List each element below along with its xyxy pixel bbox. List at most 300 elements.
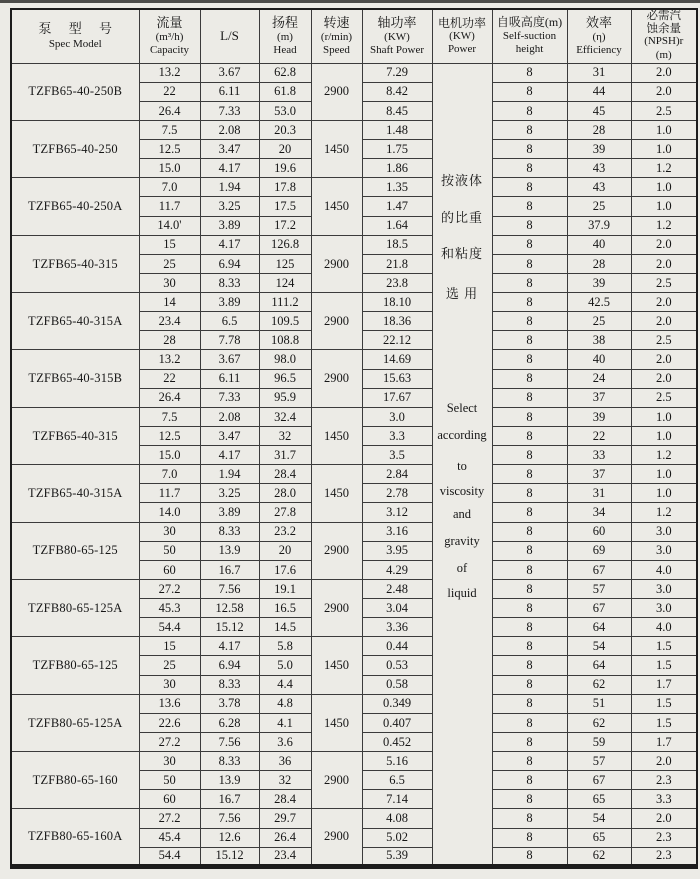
- shaft-power-cell: 1.75: [362, 140, 432, 159]
- head-cell: 19.1: [259, 579, 311, 598]
- npsh-cell: 2.0: [631, 752, 697, 771]
- model-cell: TZFB80-65-125: [11, 637, 139, 694]
- efficiency-cell: 64: [567, 656, 631, 675]
- npsh-cell: 2.5: [631, 101, 697, 120]
- capacity-cell: 30: [139, 522, 200, 541]
- spec-row: [11, 579, 697, 598]
- efficiency-cell: 67: [567, 560, 631, 579]
- capacity-cell: 11.7: [139, 484, 200, 503]
- efficiency-cell: 44: [567, 82, 631, 101]
- npsh-cell: 2.0: [631, 809, 697, 828]
- header-self-suction: [492, 9, 567, 63]
- shaft-power-cell: 0.452: [362, 732, 432, 751]
- head-cell: 16.5: [259, 599, 311, 618]
- model-cell: TZFB65-40-315: [11, 235, 139, 292]
- ls-cell: 1.94: [200, 178, 259, 197]
- head-cell: 17.5: [259, 197, 311, 216]
- header-capacity-en: Capacity: [149, 44, 190, 57]
- head-cell: 126.8: [259, 235, 311, 254]
- suction-cell: 8: [492, 293, 567, 312]
- efficiency-cell: 38: [567, 331, 631, 350]
- suction-cell: 8: [492, 847, 567, 866]
- npsh-cell: 1.0: [631, 426, 697, 445]
- capacity-cell: 45.4: [139, 828, 200, 847]
- shaft-power-cell: 0.349: [362, 694, 432, 713]
- capacity-cell: 60: [139, 790, 200, 809]
- shaft-power-cell: 3.04: [362, 599, 432, 618]
- suction-cell: 8: [492, 120, 567, 139]
- npsh-cell: 4.0: [631, 618, 697, 637]
- capacity-cell: 50: [139, 771, 200, 790]
- npsh-cell: 2.3: [631, 828, 697, 847]
- header-speed-unit: (r/min): [320, 30, 353, 43]
- shaft-power-cell: 3.5: [362, 446, 432, 465]
- model-cell: TZFB80-65-125A: [11, 694, 139, 751]
- efficiency-cell: 28: [567, 120, 631, 139]
- header-capacity-zh: 流量: [156, 14, 183, 30]
- capacity-cell: 30: [139, 752, 200, 771]
- header-row: [11, 9, 697, 63]
- head-cell: 4.8: [259, 694, 311, 713]
- shaft-power-cell: 3.0: [362, 407, 432, 426]
- suction-cell: 8: [492, 101, 567, 120]
- ls-cell: 3.47: [200, 140, 259, 159]
- head-cell: 20.3: [259, 120, 311, 139]
- npsh-cell: 1.0: [631, 197, 697, 216]
- suction-cell: 8: [492, 790, 567, 809]
- capacity-cell: 13.6: [139, 694, 200, 713]
- head-cell: 98.0: [259, 350, 311, 369]
- ls-cell: 7.78: [200, 331, 259, 350]
- header-capacity: [139, 9, 200, 63]
- efficiency-cell: 57: [567, 752, 631, 771]
- capacity-cell: 15: [139, 235, 200, 254]
- speed-cell: 2900: [311, 579, 362, 636]
- shaft-power-cell: 15.63: [362, 369, 432, 388]
- ls-cell: 4.17: [200, 235, 259, 254]
- suction-cell: 8: [492, 713, 567, 732]
- shaft-power-cell: 5.16: [362, 752, 432, 771]
- speed-cell: 2900: [311, 235, 362, 292]
- ls-cell: 6.11: [200, 82, 259, 101]
- capacity-cell: 12.5: [139, 426, 200, 445]
- npsh-cell: 1.2: [631, 216, 697, 235]
- efficiency-cell: 45: [567, 101, 631, 120]
- ls-cell: 13.9: [200, 771, 259, 790]
- motor-note-line: 的比重: [440, 209, 483, 225]
- efficiency-cell: 25: [567, 312, 631, 331]
- ls-cell: 8.33: [200, 273, 259, 292]
- head-cell: 111.2: [259, 293, 311, 312]
- efficiency-cell: 37: [567, 465, 631, 484]
- head-cell: 27.8: [259, 503, 311, 522]
- speed-cell: 2900: [311, 522, 362, 579]
- ls-cell: 3.67: [200, 350, 259, 369]
- efficiency-cell: 62: [567, 847, 631, 866]
- header-head-en: Head: [273, 44, 297, 57]
- speed-cell: 1450: [311, 178, 362, 235]
- header-efficiency: [567, 9, 631, 63]
- head-cell: 4.4: [259, 675, 311, 694]
- capacity-cell: 45.3: [139, 599, 200, 618]
- head-cell: 3.6: [259, 732, 311, 751]
- head-cell: 5.8: [259, 637, 311, 656]
- npsh-cell: 2.5: [631, 331, 697, 350]
- header-npsh-zh2: 蚀余量: [646, 22, 681, 35]
- efficiency-cell: 43: [567, 178, 631, 197]
- model-cell: TZFB80-65-125: [11, 522, 139, 579]
- model-cell: TZFB65-40-315: [11, 407, 139, 464]
- head-cell: 20: [259, 140, 311, 159]
- head-cell: 4.1: [259, 713, 311, 732]
- ls-cell: 3.47: [200, 426, 259, 445]
- motor-note-line: liquid: [447, 585, 477, 600]
- efficiency-cell: 67: [567, 771, 631, 790]
- header-shaft-unit: (KW): [384, 30, 410, 43]
- npsh-cell: 2.0: [631, 235, 697, 254]
- suction-cell: 8: [492, 407, 567, 426]
- ls-cell: 2.08: [200, 407, 259, 426]
- capacity-cell: 54.4: [139, 618, 200, 637]
- model-cell: TZFB65-40-250B: [11, 63, 139, 120]
- shaft-power-cell: 8.45: [362, 101, 432, 120]
- shaft-power-cell: 2.84: [362, 465, 432, 484]
- header-motor-unit: (KW): [449, 29, 475, 42]
- efficiency-cell: 24: [567, 369, 631, 388]
- suction-cell: 8: [492, 828, 567, 847]
- shaft-power-cell: 18.10: [362, 293, 432, 312]
- suction-cell: 8: [492, 694, 567, 713]
- shaft-power-cell: 1.35: [362, 178, 432, 197]
- efficiency-cell: 62: [567, 675, 631, 694]
- npsh-cell: 2.3: [631, 771, 697, 790]
- npsh-cell: 3.0: [631, 541, 697, 560]
- suction-cell: 8: [492, 560, 567, 579]
- ls-cell: 7.56: [200, 732, 259, 751]
- capacity-cell: 13.2: [139, 63, 200, 82]
- head-cell: 14.5: [259, 618, 311, 637]
- capacity-cell: 14.0: [139, 503, 200, 522]
- shaft-power-cell: 6.5: [362, 771, 432, 790]
- capacity-cell: 50: [139, 541, 200, 560]
- spec-row: [11, 120, 697, 139]
- npsh-cell: 1.2: [631, 159, 697, 178]
- efficiency-cell: 64: [567, 618, 631, 637]
- ls-cell: 3.89: [200, 293, 259, 312]
- capacity-cell: 27.2: [139, 579, 200, 598]
- efficiency-cell: 65: [567, 790, 631, 809]
- header-spec-model-en: Spec Model: [48, 37, 102, 50]
- suction-cell: 8: [492, 541, 567, 560]
- efficiency-cell: 39: [567, 273, 631, 292]
- model-cell: TZFB65-40-250: [11, 120, 139, 177]
- shaft-power-cell: 3.12: [362, 503, 432, 522]
- ls-cell: 3.25: [200, 484, 259, 503]
- efficiency-cell: 25: [567, 197, 631, 216]
- shaft-power-cell: 0.58: [362, 675, 432, 694]
- suction-cell: 8: [492, 254, 567, 273]
- header-head: [259, 9, 311, 63]
- suction-cell: 8: [492, 178, 567, 197]
- efficiency-cell: 43: [567, 159, 631, 178]
- efficiency-cell: 28: [567, 254, 631, 273]
- ls-cell: 13.9: [200, 541, 259, 560]
- suction-cell: 8: [492, 465, 567, 484]
- capacity-cell: 23.4: [139, 312, 200, 331]
- head-cell: 23.4: [259, 847, 311, 866]
- capacity-cell: 26.4: [139, 388, 200, 407]
- head-cell: 5.0: [259, 656, 311, 675]
- ls-cell: 16.7: [200, 560, 259, 579]
- npsh-cell: 1.5: [631, 713, 697, 732]
- header-speed-zh: 转速: [323, 14, 350, 30]
- pump-spec-table: [10, 8, 698, 869]
- model-cell: TZFB80-65-160A: [11, 809, 139, 866]
- ls-cell: 8.33: [200, 522, 259, 541]
- header-npsh-en2: (m): [655, 48, 672, 61]
- header-head-zh: 扬程: [271, 14, 298, 30]
- suction-cell: 8: [492, 331, 567, 350]
- speed-cell: 2900: [311, 752, 362, 809]
- motor-note-line: according: [437, 427, 487, 442]
- capacity-cell: 7.5: [139, 407, 200, 426]
- suction-cell: 8: [492, 446, 567, 465]
- capacity-cell: 28: [139, 331, 200, 350]
- header-npsh-zh1: 必需汽: [646, 10, 681, 23]
- shaft-power-cell: 4.29: [362, 560, 432, 579]
- capacity-cell: 7.0: [139, 178, 200, 197]
- suction-cell: 8: [492, 809, 567, 828]
- npsh-cell: 3.3: [631, 790, 697, 809]
- capacity-cell: 12.5: [139, 140, 200, 159]
- ls-cell: 4.17: [200, 446, 259, 465]
- header-npsh-en1: (NPSH)r: [644, 34, 684, 47]
- efficiency-cell: 54: [567, 809, 631, 828]
- header-capacity-unit: (m³/h): [155, 30, 184, 43]
- speed-cell: 2900: [311, 809, 362, 866]
- npsh-cell: 1.0: [631, 484, 697, 503]
- header-shaft-zh: 轴功率: [377, 14, 417, 30]
- ls-cell: 7.56: [200, 809, 259, 828]
- npsh-cell: 2.0: [631, 293, 697, 312]
- speed-cell: 2900: [311, 350, 362, 407]
- capacity-cell: 22: [139, 369, 200, 388]
- shaft-power-cell: 1.47: [362, 197, 432, 216]
- suction-cell: 8: [492, 522, 567, 541]
- motor-note-line: 和粘度: [440, 245, 483, 261]
- speed-cell: 1450: [311, 465, 362, 522]
- npsh-cell: 1.5: [631, 694, 697, 713]
- header-shaft-power: [362, 9, 432, 63]
- npsh-cell: 2.0: [631, 254, 697, 273]
- head-cell: 28.4: [259, 790, 311, 809]
- npsh-cell: 1.5: [631, 637, 697, 656]
- suction-cell: 8: [492, 618, 567, 637]
- motor-note-line: gravity: [444, 533, 480, 548]
- ls-cell: 3.78: [200, 694, 259, 713]
- npsh-cell: 2.0: [631, 312, 697, 331]
- header-suction-zh: 自吸高度(m): [496, 15, 563, 30]
- capacity-cell: 14.0': [139, 216, 200, 235]
- header-suction-en2: height: [515, 43, 544, 56]
- suction-cell: 8: [492, 752, 567, 771]
- header-speed-en: Speed: [323, 44, 350, 57]
- head-cell: 26.4: [259, 828, 311, 847]
- header-ls-label: L/S: [220, 28, 239, 44]
- ls-cell: 3.25: [200, 197, 259, 216]
- header-eff-en: Efficiency: [576, 44, 622, 57]
- shaft-power-cell: 0.44: [362, 637, 432, 656]
- ls-cell: 1.94: [200, 465, 259, 484]
- npsh-cell: 3.0: [631, 579, 697, 598]
- ls-cell: 7.33: [200, 388, 259, 407]
- shaft-power-cell: 5.02: [362, 828, 432, 847]
- suction-cell: 8: [492, 369, 567, 388]
- ls-cell: 3.67: [200, 63, 259, 82]
- head-cell: 17.8: [259, 178, 311, 197]
- head-cell: 29.7: [259, 809, 311, 828]
- shaft-power-cell: 18.36: [362, 312, 432, 331]
- header-motor-en: Power: [447, 43, 477, 56]
- spec-row: [11, 809, 697, 828]
- npsh-cell: 1.0: [631, 120, 697, 139]
- efficiency-cell: 54: [567, 637, 631, 656]
- suction-cell: 8: [492, 312, 567, 331]
- shaft-power-cell: 7.29: [362, 63, 432, 82]
- ls-cell: 8.33: [200, 752, 259, 771]
- spec-row: [11, 407, 697, 426]
- ls-cell: 16.7: [200, 790, 259, 809]
- header-npsh: [631, 9, 697, 63]
- suction-cell: 8: [492, 216, 567, 235]
- head-cell: 23.2: [259, 522, 311, 541]
- model-cell: TZFB65-40-315A: [11, 465, 139, 522]
- npsh-cell: 1.5: [631, 656, 697, 675]
- suction-cell: 8: [492, 579, 567, 598]
- capacity-cell: 25: [139, 254, 200, 273]
- shaft-power-cell: 1.48: [362, 120, 432, 139]
- shaft-power-cell: 17.67: [362, 388, 432, 407]
- shaft-power-cell: 18.5: [362, 235, 432, 254]
- suction-cell: 8: [492, 771, 567, 790]
- head-cell: 17.6: [259, 560, 311, 579]
- shaft-power-cell: 3.16: [362, 522, 432, 541]
- spec-row: [11, 235, 697, 254]
- suction-cell: 8: [492, 159, 567, 178]
- npsh-cell: 2.5: [631, 388, 697, 407]
- npsh-cell: 3.0: [631, 599, 697, 618]
- header-motor-zh: 电机功率: [437, 15, 486, 30]
- suction-cell: 8: [492, 426, 567, 445]
- spec-row: [11, 465, 697, 484]
- capacity-cell: 30: [139, 273, 200, 292]
- capacity-cell: 27.2: [139, 732, 200, 751]
- efficiency-cell: 59: [567, 732, 631, 751]
- capacity-cell: 22: [139, 82, 200, 101]
- header-suction-en1: Self-suction: [502, 29, 557, 42]
- spec-row: [11, 293, 697, 312]
- head-cell: 19.6: [259, 159, 311, 178]
- model-cell: TZFB65-40-315B: [11, 350, 139, 407]
- header-speed: [311, 9, 362, 63]
- head-cell: 32: [259, 426, 311, 445]
- scan-edge-line: [0, 0, 700, 3]
- efficiency-cell: 22: [567, 426, 631, 445]
- motor-note-line: to: [457, 458, 467, 473]
- ls-cell: 7.33: [200, 101, 259, 120]
- npsh-cell: 1.7: [631, 675, 697, 694]
- efficiency-cell: 39: [567, 140, 631, 159]
- capacity-cell: 7.5: [139, 120, 200, 139]
- npsh-cell: 1.2: [631, 503, 697, 522]
- suction-cell: 8: [492, 63, 567, 82]
- npsh-cell: 1.2: [631, 446, 697, 465]
- suction-cell: 8: [492, 637, 567, 656]
- motor-power-note-cell: [432, 63, 492, 866]
- spec-row: [11, 522, 697, 541]
- capacity-cell: 25: [139, 656, 200, 675]
- head-cell: 125: [259, 254, 311, 273]
- header-spec-model: [11, 9, 139, 63]
- ls-cell: 4.17: [200, 159, 259, 178]
- suction-cell: 8: [492, 140, 567, 159]
- capacity-cell: 15.0: [139, 446, 200, 465]
- efficiency-cell: 62: [567, 713, 631, 732]
- header-shaft-en: Shaft Power: [369, 44, 425, 57]
- speed-cell: 2900: [311, 63, 362, 120]
- speed-cell: 1450: [311, 637, 362, 694]
- head-cell: 36: [259, 752, 311, 771]
- shaft-power-cell: 0.53: [362, 656, 432, 675]
- spec-row: [11, 350, 697, 369]
- head-cell: 31.7: [259, 446, 311, 465]
- capacity-cell: 27.2: [139, 809, 200, 828]
- head-cell: 17.2: [259, 216, 311, 235]
- npsh-cell: 2.0: [631, 63, 697, 82]
- header-motor-power: [432, 9, 492, 63]
- head-cell: 32.4: [259, 407, 311, 426]
- speed-cell: 1450: [311, 120, 362, 177]
- motor-note-line: 按液体: [440, 172, 483, 188]
- capacity-cell: 15: [139, 637, 200, 656]
- shaft-power-cell: 5.39: [362, 847, 432, 866]
- npsh-cell: 1.0: [631, 140, 697, 159]
- speed-cell: 1450: [311, 407, 362, 464]
- efficiency-cell: 65: [567, 828, 631, 847]
- suction-cell: 8: [492, 656, 567, 675]
- npsh-cell: 2.0: [631, 369, 697, 388]
- shaft-power-cell: 0.407: [362, 713, 432, 732]
- shaft-power-cell: 23.8: [362, 273, 432, 292]
- efficiency-cell: 39: [567, 407, 631, 426]
- head-cell: 53.0: [259, 101, 311, 120]
- ls-cell: 12.6: [200, 828, 259, 847]
- efficiency-cell: 31: [567, 484, 631, 503]
- spec-row: [11, 694, 697, 713]
- motor-note-line: of: [456, 560, 468, 575]
- npsh-cell: 2.5: [631, 273, 697, 292]
- npsh-cell: 1.7: [631, 732, 697, 751]
- header-head-unit: (m): [277, 30, 293, 43]
- suction-cell: 8: [492, 197, 567, 216]
- npsh-cell: 4.0: [631, 560, 697, 579]
- motor-note-line: viscosity: [439, 483, 485, 498]
- motor-note-line: 选 用: [445, 285, 479, 301]
- npsh-cell: 1.0: [631, 407, 697, 426]
- suction-cell: 8: [492, 350, 567, 369]
- ls-cell: 3.89: [200, 216, 259, 235]
- head-cell: 108.8: [259, 331, 311, 350]
